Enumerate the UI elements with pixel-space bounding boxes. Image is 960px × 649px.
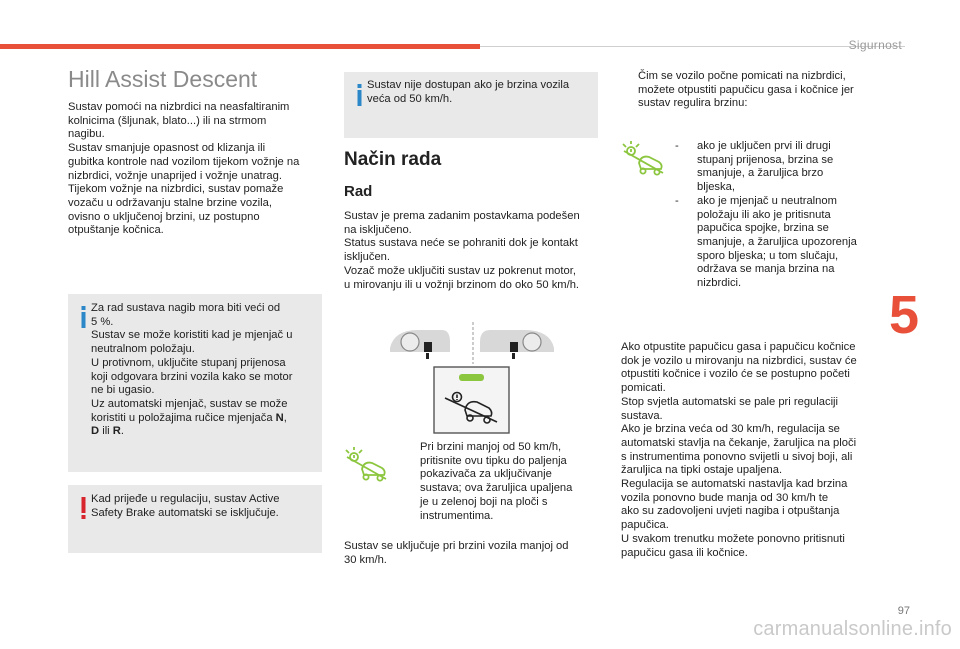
header-rule	[480, 46, 905, 47]
green-lamp-indicator	[459, 374, 484, 381]
warning-text: Kad prijeđe u regulaciju, sustav Active Safety Brake automatski se isključuje.	[91, 493, 280, 519]
dash-list	[675, 140, 887, 291]
chapter-number: 5	[889, 285, 920, 345]
gear-d: D	[91, 425, 100, 438]
left-seat-shape	[390, 330, 450, 352]
page-number: 97	[897, 605, 910, 617]
gear-r: R	[112, 425, 121, 438]
hadc-button-illustration	[433, 366, 510, 434]
button-shape	[426, 353, 429, 359]
flashing-lamp-icon	[621, 140, 667, 182]
dash-mark: -	[675, 140, 679, 152]
hill-descent-lamp-icon	[344, 447, 390, 487]
operation-paragraph: Sustav je prema zadanim postavkama podešen na isključeno. Status sustava neće se pohraniti dok je kontakt isključen. Vozač može uključiti sustav uz pokrenut motor, u mirovanju ili u vožnji brzinom do oko 50 km/h.	[344, 210, 580, 291]
sep: .	[120, 425, 124, 438]
info-text-main: Za rad sustava nagib mora biti veći od 5 %. Sustav se može koristiti kad je mjenjač u neutralnom položaju. U protivnom, uključite stupanj prijenosa koji odgovara brzini vozila kako se motor ne bi ugasio. Uz automatski mjenjač, sustav se može koristiti u položajima ručice mjenjača	[91, 302, 293, 424]
sub-heading: Rad	[344, 183, 373, 200]
console-illustration	[384, 320, 562, 366]
watermark: carmanualsonline.info	[753, 618, 952, 640]
section-heading: Način rada	[344, 149, 442, 170]
info-box-availability	[344, 72, 598, 138]
dash-text: ako je uključen prvi ili drugi stupanj prijenosa, brzina se smanjuje, a žaruljica brzo bljeska,	[697, 140, 834, 194]
steering-wheel-icon	[523, 333, 541, 351]
button-shape	[424, 342, 432, 352]
step-text: Čim se vozilo počne pomicati na nizbrdici, možete otpustiti papučicu gasa i kočnice jer sustav regulira brzinu:	[638, 70, 854, 110]
gear-n: N	[275, 411, 284, 424]
regulation-paragraph: Ako otpustite papučicu gasa i papučicu kočnice dok je vozilo u mirovanju na nizbrdici, sustav će otpustiti kočnice i vozilo će se postupno početi pomicati. Stop svjetla automatski se pale pri regulaciji sustava. Ako je brzina veća od 30 km/h, regulacija se automatski stavlja na čekanje, žaruljica na ploči s instrumentima ponovno svijetli u sivoj boji, ali žaruljica na tipki ostaje upaljena. Regulacija se automatski nastavlja kad brzina vozila ponovno bude manja od 30 km/h te ako su zadovoljeni uvjeti nagiba i otpuštanja papučica. U svakom trenutku možete ponovno pritisnuti papučicu gasa ili kočnice.	[621, 341, 857, 559]
page-title: Hill Assist Descent	[68, 66, 258, 92]
warning-box	[68, 485, 322, 553]
info-box-conditions	[68, 294, 322, 472]
sep: ,	[283, 411, 287, 424]
sep: ili	[99, 425, 113, 438]
intro-paragraph: Sustav pomoći na nizbrdici na neasfaltiranim kolnicima (šljunak, blato...) ili na strmom nagibu. Sustav smanjuje opasnost od klizanja ili gubitka kontrole nad vozilom tijekom vožnje na nizbrdici, vožnje unaprijed i vožnje unatrag. Tijekom vožnje na nizbrdici, sustav pomaže vozaču u održavanju stalne brzine vozila, ovisno o uključenoj brzini, uz postupno otpuštanje kočnica.	[68, 101, 300, 237]
dash-mark: -	[675, 194, 679, 207]
dash-item	[675, 195, 887, 291]
activation-note: Sustav se uključuje pri brzini vozila manjoj od 30 km/h.	[344, 540, 569, 566]
warning-icon	[79, 497, 88, 519]
step-text: Pri brzini manjoj od 50 km/h, pritisnite ovu tipku do paljenja pokazivača za uključivanje sustava; ova žaruljica upaljena je u zelenoj boji na ploči s instrumentima.	[420, 441, 573, 522]
dash-text: ako je mjenjač u neutralnom položaju ili ako je pritisnuta papučica spojke, brzina se smanjuje, a žaruljica upozorenja sporo bljeska; u tom slučaju, održava se manja brzina na nizbrdici.	[697, 194, 857, 290]
section-title: Sigurnost	[848, 38, 902, 52]
info-icon	[355, 84, 364, 106]
steering-wheel-icon	[401, 333, 419, 351]
header-accent-bar	[0, 44, 480, 49]
dash-item	[675, 140, 887, 195]
info-box-text: Sustav nije dostupan ako je brzina vozila veća od 50 km/h.	[367, 79, 570, 105]
button-shape	[512, 353, 515, 359]
info-box-text	[91, 302, 317, 439]
info-icon	[79, 306, 88, 328]
button-shape	[510, 342, 518, 352]
